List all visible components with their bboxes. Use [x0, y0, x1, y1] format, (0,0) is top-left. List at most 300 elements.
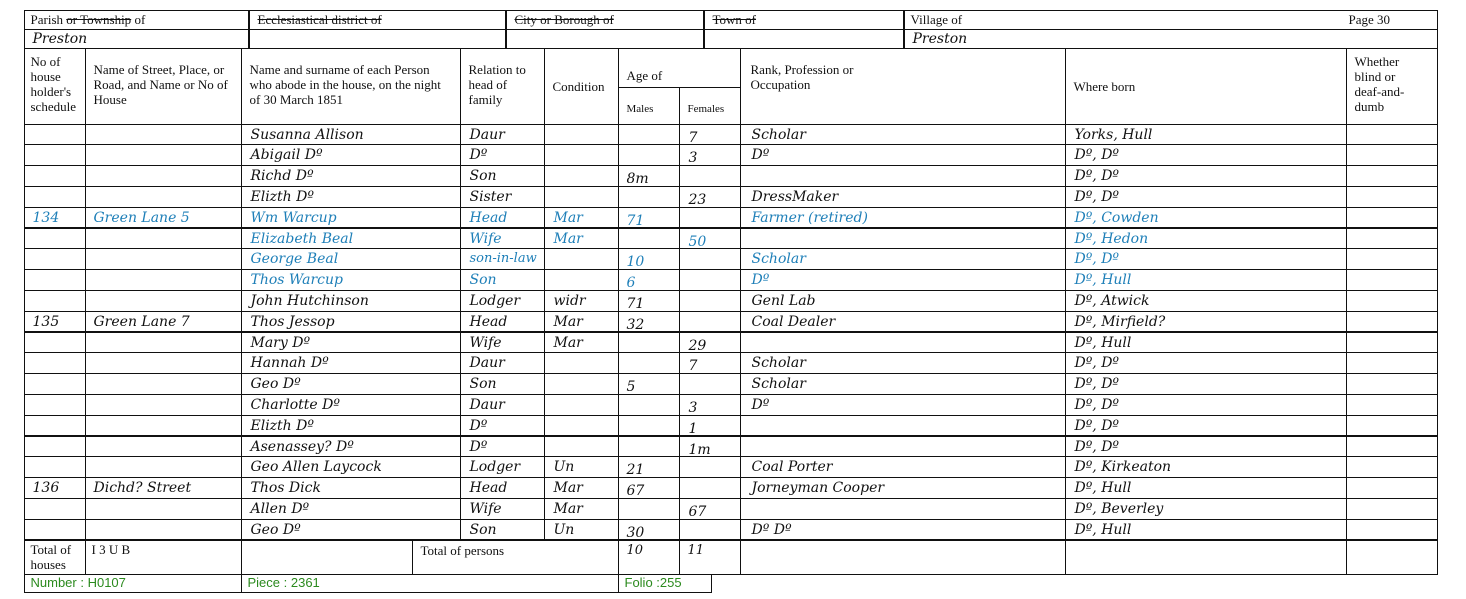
row-males-cell	[618, 165, 680, 187]
township-struck-label: or Township	[66, 11, 132, 27]
row-condition-cell	[544, 207, 619, 229]
row-females-text: 1	[688, 420, 698, 437]
town-label-cell	[704, 10, 904, 30]
row-relation-cell	[460, 269, 545, 291]
row-name-text: Elizth Dº	[250, 417, 314, 434]
row-born-cell	[1065, 519, 1347, 541]
row-condition-cell	[544, 290, 619, 312]
row-name-text: John Hutchinson	[250, 292, 369, 309]
row-born-text: Dº, Kirkeaton	[1074, 459, 1172, 476]
footer-piece-cell	[241, 574, 619, 593]
row-females-cell	[679, 519, 741, 541]
row-name-cell	[241, 144, 461, 166]
col-header-blind: Whether blind or deaf-and-dumb	[1346, 48, 1438, 125]
row-males-cell	[618, 207, 680, 229]
village-value: Preston	[912, 30, 968, 47]
row-condition-cell	[544, 519, 619, 541]
row-born-text: Dº, Cowden	[1074, 209, 1159, 226]
row-females-cell	[679, 228, 741, 250]
row-born-text: Dº, Hull	[1074, 272, 1132, 289]
row-occupation-text: Dº	[751, 396, 770, 413]
row-females-cell	[679, 124, 741, 146]
row-occupation-cell	[740, 269, 1066, 291]
row-females-cell	[679, 436, 741, 458]
row-name-cell	[241, 124, 461, 146]
row-males-cell	[618, 373, 680, 395]
row-street-cell	[85, 436, 242, 458]
row-relation-text: son-in-law	[469, 251, 537, 267]
row-schedule-cell	[24, 456, 86, 478]
footer-number: Number : H0107	[30, 574, 126, 590]
row-blind-cell	[1346, 248, 1438, 270]
col-header-relation: Relation to head of family	[460, 48, 545, 125]
row-males-cell	[618, 394, 680, 416]
row-born-text: Dº, Dº	[1074, 438, 1120, 455]
row-name-text: Geo Allen Laycock	[250, 459, 382, 476]
row-relation-cell	[460, 373, 545, 395]
row-condition-cell	[544, 248, 619, 270]
row-blind-cell	[1346, 498, 1438, 520]
col-header-name: Name and surname of each Person who abode in the house, on the night of 30 March 1851	[241, 48, 461, 125]
row-name-cell	[241, 415, 461, 437]
row-males-cell	[618, 186, 680, 208]
row-males-cell	[618, 332, 680, 354]
row-born-text: Dº, Beverley	[1074, 500, 1164, 517]
row-relation-cell	[460, 498, 545, 520]
row-males-text: 10	[626, 254, 645, 271]
row-occupation-text: Jorneyman Cooper	[751, 480, 885, 497]
row-condition-cell	[544, 415, 619, 437]
row-born-cell	[1065, 165, 1347, 187]
row-relation-text: Head	[469, 480, 508, 497]
row-street-text: Dichd? Street	[93, 480, 192, 497]
row-born-text: Dº, Hedon	[1074, 230, 1149, 247]
row-relation-text: Wife	[469, 230, 502, 247]
row-females-text: 50	[688, 233, 707, 250]
row-street-cell	[85, 124, 242, 146]
row-females-cell	[679, 415, 741, 437]
total-houses-value-cell	[85, 540, 242, 575]
footer-number-cell	[24, 574, 242, 593]
row-occupation-cell	[740, 456, 1066, 478]
row-females-cell	[679, 456, 741, 478]
parish-value: Preston	[32, 30, 88, 47]
row-born-cell	[1065, 477, 1347, 499]
footer-piece: Piece : 2361	[247, 574, 320, 590]
city-value-cell	[506, 29, 704, 49]
row-females-cell	[679, 373, 741, 395]
row-occupation-cell	[740, 311, 1066, 333]
row-relation-cell	[460, 394, 545, 416]
eccl-value-cell	[249, 29, 506, 49]
row-street-cell	[85, 394, 242, 416]
row-females-cell	[679, 144, 741, 166]
total-houses-value: I 3 U B	[91, 541, 131, 557]
village-label-cell	[904, 10, 1438, 30]
row-name-cell	[241, 373, 461, 395]
row-males-cell	[618, 228, 680, 250]
row-schedule-cell	[24, 498, 86, 520]
row-relation-cell	[460, 207, 545, 229]
row-born-text: Dº, Dº	[1074, 147, 1120, 164]
row-females-cell	[679, 394, 741, 416]
row-relation-cell	[460, 186, 545, 208]
row-males-text: 71	[626, 295, 645, 312]
row-condition-text: Mar	[553, 480, 583, 497]
row-street-cell	[85, 311, 242, 333]
city-label-cell	[506, 10, 704, 30]
row-blind-cell	[1346, 186, 1438, 208]
row-females-cell	[679, 332, 741, 354]
row-schedule-cell	[24, 519, 86, 541]
row-females-cell	[679, 311, 741, 333]
row-name-text: Elizabeth Beal	[250, 230, 354, 247]
row-males-cell	[618, 311, 680, 333]
row-relation-cell	[460, 332, 545, 354]
parish-value-cell	[24, 29, 249, 49]
row-relation-cell	[460, 124, 545, 146]
row-name-text: Thos Dick	[250, 480, 321, 497]
row-born-cell	[1065, 207, 1347, 229]
col-header-street: Name of Street, Place, or Road, and Name or No of House	[85, 48, 242, 125]
row-condition-text: Mar	[553, 209, 583, 226]
row-males-cell	[618, 248, 680, 270]
row-born-text: Dº, Dº	[1074, 168, 1120, 185]
row-name-text: Susanna Allison	[250, 126, 364, 143]
row-street-cell	[85, 415, 242, 437]
row-males-cell	[618, 415, 680, 437]
row-name-text: Hannah Dº	[250, 355, 329, 372]
row-born-text: Dº, Mirfield?	[1074, 313, 1166, 330]
row-relation-text: Lodger	[469, 459, 521, 476]
row-relation-cell	[460, 456, 545, 478]
row-occupation-text: Dº Dº	[751, 521, 792, 538]
row-occupation-text: Coal Porter	[751, 459, 833, 476]
row-relation-cell	[460, 352, 545, 374]
row-relation-text: Lodger	[469, 292, 521, 309]
row-born-cell	[1065, 311, 1347, 333]
row-females-text: 7	[688, 129, 698, 146]
row-condition-cell	[544, 165, 619, 187]
row-relation-text: Wife	[469, 500, 502, 517]
row-condition-cell	[544, 144, 619, 166]
row-males-cell	[618, 144, 680, 166]
row-street-cell	[85, 519, 242, 541]
row-occupation-cell	[740, 290, 1066, 312]
row-born-cell	[1065, 186, 1347, 208]
page-label: Page 30	[1348, 11, 1391, 27]
row-males-text: 5	[626, 379, 636, 395]
row-occupation-cell	[740, 144, 1066, 166]
total-females-value: 11	[687, 542, 705, 558]
row-born-cell	[1065, 228, 1347, 250]
row-schedule-cell	[24, 186, 86, 208]
row-males-text: 21	[626, 462, 645, 479]
row-occupation-cell	[740, 352, 1066, 374]
row-blind-cell	[1346, 165, 1438, 187]
row-occupation-text: Dº	[751, 147, 770, 164]
row-females-cell	[679, 290, 741, 312]
row-street-cell	[85, 144, 242, 166]
row-schedule-cell	[24, 144, 86, 166]
footer-folio-cell	[618, 574, 712, 593]
row-born-text: Dº, Dº	[1074, 355, 1120, 372]
row-name-cell	[241, 207, 461, 229]
row-name-text: Thos Warcup	[250, 272, 343, 289]
row-blind-cell	[1346, 332, 1438, 354]
row-schedule-text: 134	[32, 209, 60, 226]
row-occupation-cell	[740, 498, 1066, 520]
row-schedule-cell	[24, 436, 86, 458]
row-street-cell	[85, 186, 242, 208]
row-occupation-cell	[740, 332, 1066, 354]
col-header-born: Where born	[1065, 48, 1347, 125]
row-females-cell	[679, 207, 741, 229]
row-occupation-cell	[740, 436, 1066, 458]
row-name-text: Thos Jessop	[250, 313, 335, 330]
row-occupation-text: Scholar	[751, 251, 806, 268]
row-condition-cell	[544, 311, 619, 333]
col-header-occupation: Rank, Profession or Occupation	[740, 48, 1066, 125]
row-born-text: Dº, Dº	[1074, 188, 1120, 205]
row-condition-cell	[544, 124, 619, 146]
row-occupation-cell	[740, 124, 1066, 146]
row-occupation-text: Scholar	[751, 376, 806, 393]
row-males-text: 71	[626, 212, 645, 229]
row-occupation-text: Farmer (retired)	[751, 209, 868, 226]
row-occupation-cell	[740, 394, 1066, 416]
row-males-text: 32	[626, 316, 645, 333]
row-condition-cell	[544, 352, 619, 374]
footer-folio: Folio :255	[624, 574, 682, 590]
row-born-text: Dº, Dº	[1074, 396, 1120, 413]
row-condition-cell	[544, 498, 619, 520]
total-houses-label-cell	[24, 540, 86, 575]
row-born-cell	[1065, 415, 1347, 437]
row-born-text: Dº, Hull	[1074, 334, 1132, 351]
row-blind-cell	[1346, 228, 1438, 250]
row-relation-cell	[460, 477, 545, 499]
row-schedule-cell	[24, 311, 86, 333]
totals-blank-cell	[241, 540, 413, 575]
row-street-cell	[85, 269, 242, 291]
row-street-cell	[85, 498, 242, 520]
row-schedule-cell	[24, 228, 86, 250]
row-relation-cell	[460, 415, 545, 437]
row-street-cell	[85, 290, 242, 312]
row-blind-cell	[1346, 519, 1438, 541]
row-relation-cell	[460, 519, 545, 541]
row-born-cell	[1065, 332, 1347, 354]
totals-blind-cell	[1346, 540, 1438, 575]
row-street-cell	[85, 332, 242, 354]
row-name-cell	[241, 456, 461, 478]
row-condition-cell	[544, 456, 619, 478]
eccl-label: Ecclesiastical district of	[257, 11, 382, 27]
village-label: Village of	[910, 11, 963, 27]
row-born-cell	[1065, 269, 1347, 291]
of-label: of	[134, 11, 146, 27]
row-males-cell	[618, 436, 680, 458]
village-value-cell	[904, 29, 1438, 49]
row-born-text: Dº, Dº	[1074, 417, 1120, 434]
row-born-cell	[1065, 124, 1347, 146]
row-condition-cell	[544, 436, 619, 458]
row-females-cell	[679, 248, 741, 270]
row-name-cell	[241, 186, 461, 208]
row-males-cell	[618, 269, 680, 291]
row-condition-cell	[544, 228, 619, 250]
row-relation-cell	[460, 311, 545, 333]
total-males-value: 10	[626, 542, 644, 558]
row-relation-text: Dº	[469, 417, 488, 434]
row-males-cell	[618, 290, 680, 312]
row-relation-text: Daur	[469, 355, 505, 372]
row-females-cell	[679, 186, 741, 208]
row-schedule-text: 136	[32, 480, 60, 497]
row-occupation-cell	[740, 207, 1066, 229]
row-occupation-cell	[740, 519, 1066, 541]
row-schedule-cell	[24, 415, 86, 437]
row-condition-text: Mar	[553, 230, 583, 247]
row-street-cell	[85, 248, 242, 270]
row-name-cell	[241, 248, 461, 270]
row-born-text: Yorks, Hull	[1074, 126, 1153, 143]
row-condition-text: Un	[553, 459, 575, 476]
row-females-text: 3	[688, 150, 698, 167]
row-relation-cell	[460, 290, 545, 312]
row-name-text: Charlotte Dº	[250, 396, 340, 413]
total-males-cell	[618, 540, 680, 575]
row-relation-text: Daur	[469, 396, 505, 413]
row-occupation-cell	[740, 373, 1066, 395]
row-condition-text: Un	[553, 521, 575, 538]
row-occupation-text: Scholar	[751, 126, 806, 143]
row-blind-cell	[1346, 477, 1438, 499]
totals-born-cell	[1065, 540, 1347, 575]
row-blind-cell	[1346, 373, 1438, 395]
row-street-text: Green Lane 5	[93, 209, 190, 226]
row-born-text: Dº, Hull	[1074, 521, 1132, 538]
row-born-cell	[1065, 248, 1347, 270]
row-condition-text: Mar	[553, 334, 583, 351]
row-occupation-cell	[740, 248, 1066, 270]
row-relation-cell	[460, 436, 545, 458]
row-relation-cell	[460, 165, 545, 187]
row-occupation-text: Dº	[751, 272, 770, 289]
row-occupation-cell	[740, 415, 1066, 437]
row-occupation-text: Scholar	[751, 355, 806, 372]
row-born-text: Dº, Hull	[1074, 480, 1132, 497]
parish-label: Parish	[30, 11, 63, 27]
row-females-cell	[679, 477, 741, 499]
col-header-females: Females	[679, 87, 741, 125]
row-born-text: Dº, Dº	[1074, 376, 1120, 393]
row-born-cell	[1065, 373, 1347, 395]
row-blind-cell	[1346, 415, 1438, 437]
row-name-text: Allen Dº	[250, 500, 310, 517]
row-name-cell	[241, 228, 461, 250]
row-street-cell	[85, 352, 242, 374]
row-name-text: Wm Warcup	[250, 209, 337, 226]
town-value-cell	[704, 29, 904, 49]
row-street-cell	[85, 165, 242, 187]
col-header-age-of: Age of	[618, 48, 741, 88]
row-name-text: Abigail Dº	[250, 147, 323, 164]
row-condition-cell	[544, 373, 619, 395]
row-name-cell	[241, 332, 461, 354]
row-name-text: Mary Dº	[250, 334, 311, 351]
row-name-text: George Beal	[250, 251, 339, 268]
row-born-cell	[1065, 352, 1347, 374]
row-males-text: 67	[626, 483, 645, 499]
row-born-cell	[1065, 394, 1347, 416]
row-name-cell	[241, 352, 461, 374]
row-name-cell	[241, 519, 461, 541]
row-born-cell	[1065, 436, 1347, 458]
row-street-cell	[85, 456, 242, 478]
row-condition-cell	[544, 186, 619, 208]
row-name-text: Elizth Dº	[250, 188, 314, 205]
row-schedule-cell	[24, 352, 86, 374]
row-males-cell	[618, 124, 680, 146]
row-relation-cell	[460, 144, 545, 166]
city-label: City or Borough of	[514, 11, 614, 27]
row-schedule-cell	[24, 477, 86, 499]
row-relation-text: Son	[469, 168, 497, 185]
row-name-cell	[241, 498, 461, 520]
row-blind-cell	[1346, 436, 1438, 458]
total-persons-label-cell	[412, 540, 619, 575]
row-occupation-text: DressMaker	[751, 188, 839, 205]
row-females-text: 67	[688, 503, 707, 520]
row-females-text: 3	[688, 399, 698, 416]
row-males-text: 8m	[626, 171, 649, 187]
row-schedule-cell	[24, 207, 86, 229]
row-born-cell	[1065, 498, 1347, 520]
row-condition-cell	[544, 394, 619, 416]
row-blind-cell	[1346, 394, 1438, 416]
row-name-cell	[241, 477, 461, 499]
row-street-text: Green Lane 7	[93, 313, 190, 330]
row-blind-cell	[1346, 352, 1438, 374]
row-name-text: Geo Dº	[250, 376, 301, 393]
col-header-males: Males	[618, 87, 680, 125]
row-condition-text: Mar	[553, 500, 583, 517]
row-schedule-cell	[24, 373, 86, 395]
row-females-text: 1m	[688, 441, 711, 458]
row-schedule-cell	[24, 248, 86, 270]
row-occupation-cell	[740, 228, 1066, 250]
row-relation-cell	[460, 248, 545, 270]
row-blind-cell	[1346, 144, 1438, 166]
row-relation-text: Son	[469, 376, 497, 393]
row-females-text: 29	[688, 337, 707, 354]
row-born-text: Dº, Dº	[1074, 251, 1120, 268]
row-females-text: 7	[688, 358, 698, 375]
row-blind-cell	[1346, 124, 1438, 146]
row-condition-cell	[544, 332, 619, 354]
row-street-cell	[85, 373, 242, 395]
row-occupation-cell	[740, 165, 1066, 187]
row-females-text: 23	[688, 191, 707, 208]
row-street-cell	[85, 207, 242, 229]
row-females-cell	[679, 352, 741, 374]
col-header-schedule: No of house holder's schedule	[24, 48, 86, 125]
row-name-text: Geo Dº	[250, 521, 301, 538]
row-blind-cell	[1346, 311, 1438, 333]
row-schedule-text: 135	[32, 313, 60, 330]
